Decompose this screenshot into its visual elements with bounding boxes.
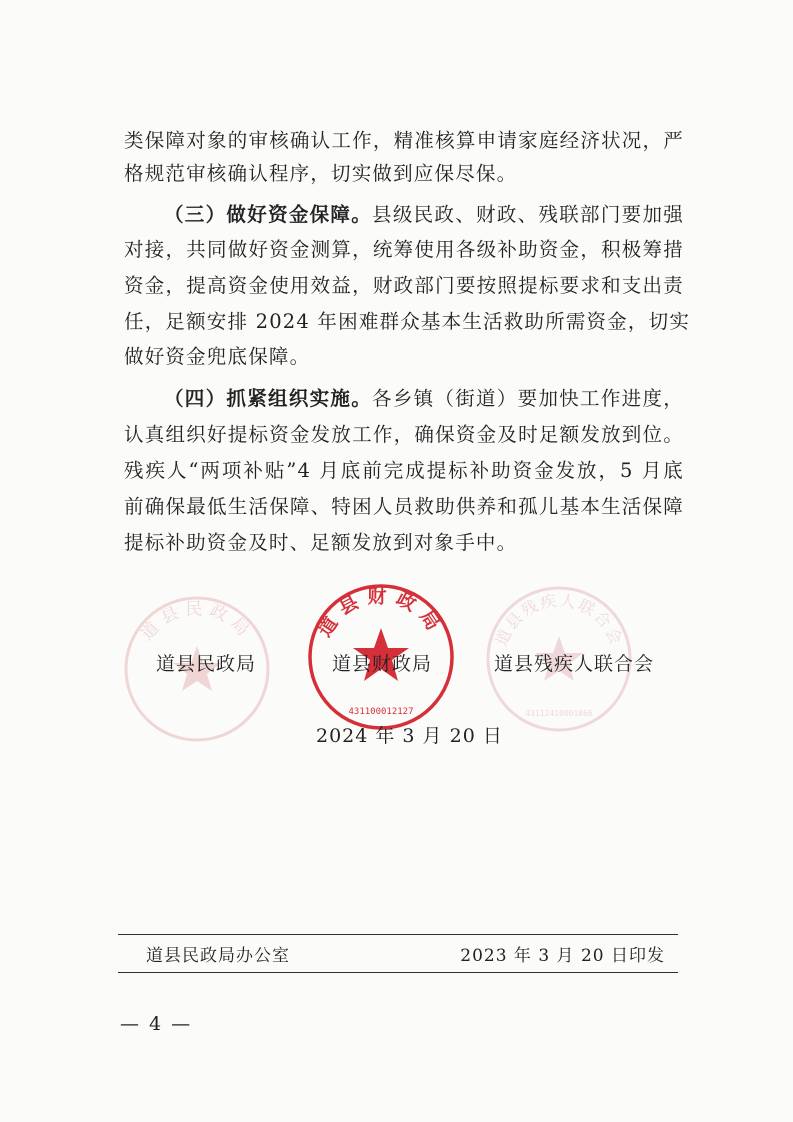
section4-first-rest: 各乡镇（街道）要加快工作进度， — [372, 387, 684, 410]
signature-org-disabled-federation: 道县残疾人联合会 — [494, 653, 655, 675]
signature-org-finance: 道县财政局 — [332, 653, 433, 675]
svg-text:道县民政局: 道县民政局 — [137, 599, 257, 645]
body-line: 认真组织好提标资金发放工作，确保资金及时足额发放到位。 — [124, 423, 684, 446]
body-line: 对接，共同做好资金测算，统筹使用各级补助资金，积极筹措 — [124, 238, 684, 261]
body-line: 类保障对象的审核确认工作，精准核算申请家庭经济状况，严 — [124, 129, 684, 152]
footer-office: 道县民政局办公室 — [146, 946, 290, 966]
section4-heading: （四）抓紧组织实施。 — [164, 387, 373, 410]
footer-bottom-rule — [118, 972, 678, 973]
body-line: 任，足额安排 2024 年困难群众基本生活救助所需资金，切实 — [124, 310, 691, 333]
body-line: 提标补助资金及时、足额发放到对象手中。 — [124, 531, 518, 554]
section3-first-line — [164, 202, 684, 228]
section3-first-rest: 县级民政、财政、残联部门要加强 — [372, 203, 684, 226]
signature-org-civil-affairs: 道县民政局 — [156, 653, 257, 675]
svg-text:43112410001866: 43112410001866 — [525, 709, 593, 718]
signature-date: 2024 年 3 月 20 日 — [316, 725, 503, 747]
footer-top-rule — [118, 934, 678, 935]
body-line: 做好资金兜底保障。 — [124, 345, 311, 368]
body-line: 前确保最低生活保障、特困人员救助供养和孤儿基本生活保障 — [124, 495, 684, 518]
svg-text:道县残疾人联合会: 道县残疾人联合会 — [491, 590, 627, 649]
section3-heading: （三）做好资金保障。 — [164, 203, 373, 226]
page-number: — 4 — — [120, 1013, 193, 1035]
svg-text:431100012127: 431100012127 — [348, 707, 414, 717]
body-line: 资金，提高资金使用效益，财政部门要按照提标要求和支出责 — [124, 274, 684, 297]
body-line: 格规范审核确认程序，切实做到应保尽保。 — [124, 162, 518, 185]
section4-first-line — [164, 386, 684, 412]
body-line: 残疾人“两项补贴”4 月底前完成提标补助资金发放，5 月底 — [124, 459, 684, 482]
footer-print-date: 2023 年 3 月 20 日印发 — [460, 946, 665, 966]
svg-text:道县财政局: 道县财政局 — [313, 585, 449, 641]
